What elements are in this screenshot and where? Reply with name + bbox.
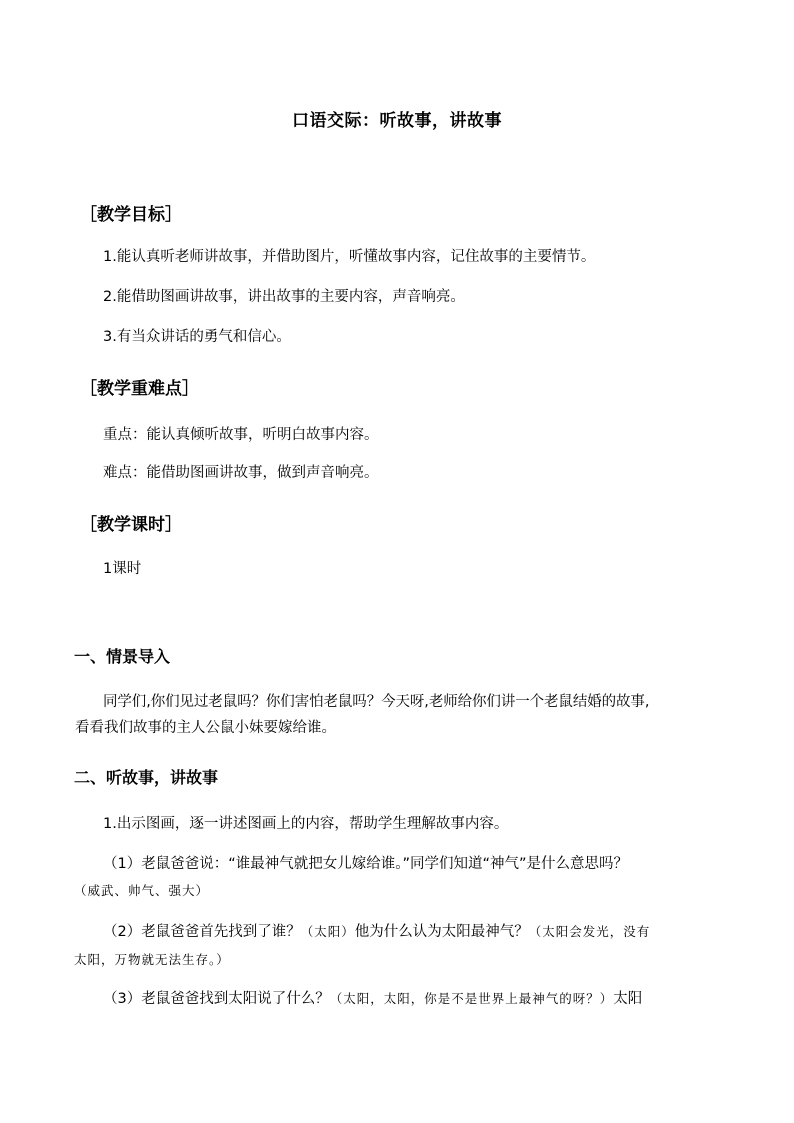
question2-answer-a: （太阳） xyxy=(300,924,355,939)
section1-paragraph-line1: 同学们,你们见过老鼠吗？你们害怕老鼠吗？今天呀,老师给你们讲一个老鼠结婚的故事, xyxy=(103,694,650,710)
objective-item-2: 2.能借助图画讲故事，讲出故事的主要内容，声音响亮。 xyxy=(103,289,465,305)
question2-line2: 太阳，万物就无法生存。） xyxy=(74,952,230,967)
question2-line1 xyxy=(103,921,650,943)
section1-heading: 一、情景导入 xyxy=(74,647,171,666)
section1-paragraph-line2: 看看我们故事的主人公鼠小妹要嫁给谁。 xyxy=(75,720,336,736)
key-point-item: 重点：能认真倾听故事，听明白故事内容。 xyxy=(103,427,379,443)
question1-line1: （1）老鼠爸爸说：“谁最神气就把女儿嫁给谁。”同学们知道“神气”是什么意思吗？ xyxy=(103,856,629,872)
page-title: 口语交际：听故事，讲故事 xyxy=(292,111,502,131)
question3-line1 xyxy=(103,988,642,1010)
section2-heading: 二、听故事，讲故事 xyxy=(74,768,219,787)
question3-answer: （太阳，太阳，你是不是世界上最神气的呀？） xyxy=(329,991,614,1006)
class-hours-heading: ［教学课时］ xyxy=(80,515,182,535)
objective-item-1: 1.能认真听老师讲故事，并借助图片，听懂故事内容，记住故事的主要情节。 xyxy=(103,249,596,265)
objective-item-3: 3.有当众讲话的勇气和信心。 xyxy=(103,329,291,345)
class-hours-value: 1课时 xyxy=(103,561,142,577)
question1-answer: （威武、帅气、强大） xyxy=(74,883,210,898)
question3-text-a: （3）老鼠爸爸找到太阳说了什么？ xyxy=(103,991,330,1007)
section2-step1: 1.出示图画，逐一讲述图画上的内容，帮助学生理解故事内容。 xyxy=(103,816,509,832)
difficult-point-item: 难点：能借助图画讲故事，做到声音响亮。 xyxy=(103,465,379,481)
question2-answer-b: （太阳会发光，没有 xyxy=(528,924,651,939)
question3-text-b: 太阳 xyxy=(613,991,643,1007)
question2-text-b: 他为什么认为太阳最神气？ xyxy=(354,924,529,940)
question2-text-a: （2）老鼠爸爸首先找到了谁？ xyxy=(103,924,301,940)
key-points-heading: ［教学重难点］ xyxy=(80,379,199,399)
objectives-heading: ［教学目标］ xyxy=(80,205,182,225)
